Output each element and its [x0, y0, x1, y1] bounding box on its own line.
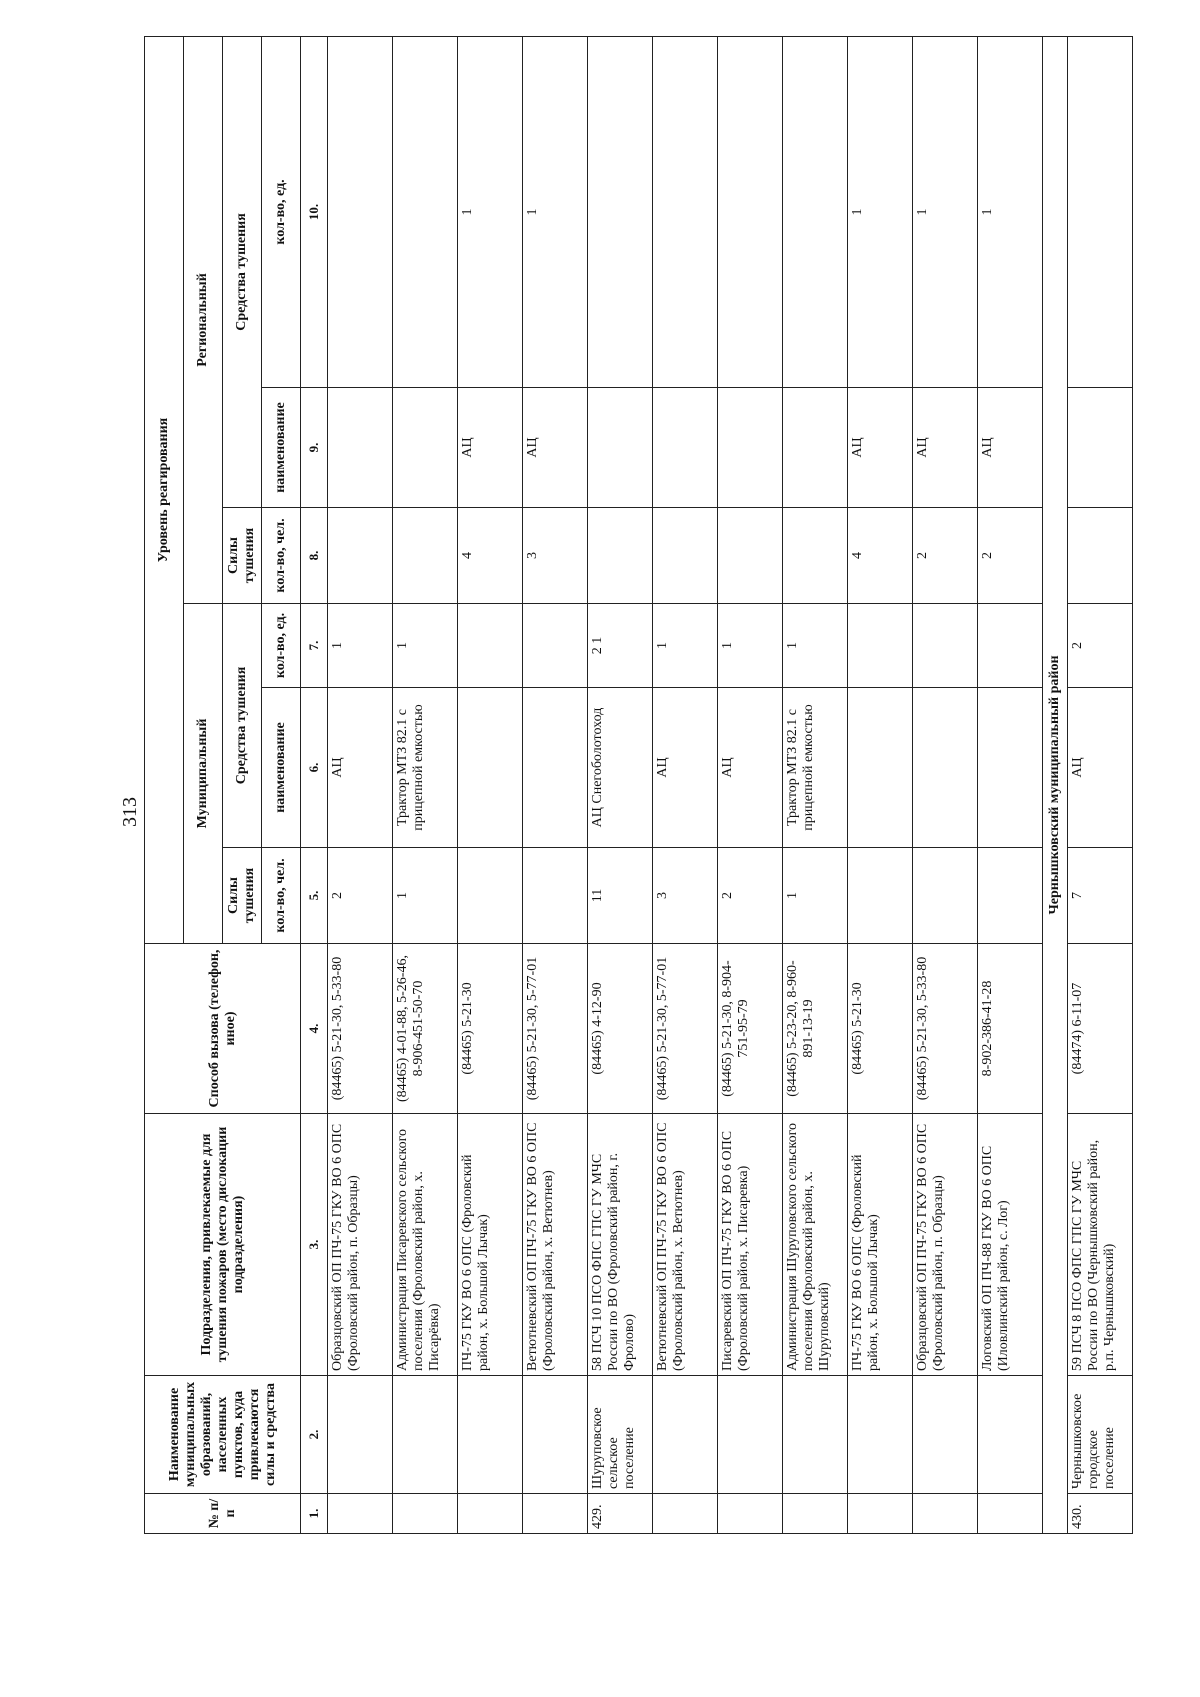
cell-no — [393, 1494, 458, 1534]
cell-r-qty — [783, 36, 848, 387]
cell-place — [848, 1376, 913, 1494]
cell-m-qty: 2 — [1068, 604, 1133, 688]
cell-unit: 58 ПСЧ 10 ПСО ФПС ГПС ГУ МЧС России по ВО (Фроловский район, г. Фролово) — [588, 1114, 653, 1376]
cell-r-name — [393, 388, 458, 508]
cell-r-qty: 1 — [848, 36, 913, 387]
header-regional-level: Региональный — [184, 36, 223, 603]
column-number: 4. — [301, 944, 328, 1114]
cell-m-qty: 1 — [653, 604, 718, 688]
cell-place — [523, 1376, 588, 1494]
cell-m-name: АЦ Снегоболотоход — [588, 688, 653, 848]
header-m-name: наименование — [262, 688, 301, 848]
cell-place — [328, 1376, 393, 1494]
cell-m-people — [458, 848, 523, 944]
column-number: 10. — [301, 36, 328, 387]
cell-no: 430. — [1068, 1494, 1133, 1534]
cell-m-qty — [848, 604, 913, 688]
cell-r-qty: 1 — [523, 36, 588, 387]
cell-phone: (84465) 5-23-20, 8-960-891-13-19 — [783, 944, 848, 1114]
table-row — [848, 36, 913, 1533]
header-response-level: Уровень реагирования — [145, 36, 184, 943]
table-row — [523, 36, 588, 1533]
cell-r-people: 3 — [523, 508, 588, 604]
cell-r-people: 2 — [978, 508, 1043, 604]
response-table — [144, 36, 1133, 1534]
cell-r-people — [393, 508, 458, 604]
cell-r-people — [328, 508, 393, 604]
cell-place — [783, 1376, 848, 1494]
cell-no: 429. — [588, 1494, 653, 1534]
cell-phone: (84474) 6-11-07 — [1068, 944, 1133, 1114]
cell-r-people — [653, 508, 718, 604]
cell-r-people: 2 — [913, 508, 978, 604]
table-body — [328, 36, 1133, 1533]
cell-r-people — [783, 508, 848, 604]
cell-r-name: АЦ — [523, 388, 588, 508]
cell-r-name — [588, 388, 653, 508]
column-number: 6. — [301, 688, 328, 848]
cell-r-qty — [393, 36, 458, 387]
section-title: Чернышковский муниципальный район — [1043, 36, 1068, 1533]
cell-m-qty: 1 — [328, 604, 393, 688]
cell-m-people: 2 — [718, 848, 783, 944]
cell-no — [718, 1494, 783, 1534]
header-m-qty-people: кол-во, чел. — [262, 848, 301, 944]
column-number: 9. — [301, 388, 328, 508]
cell-unit: Логовский ОП ПЧ-88 ГКУ ВО 6 ОПС (Иловлинский район, с. Лог) — [978, 1114, 1043, 1376]
cell-r-people — [718, 508, 783, 604]
table-row — [1068, 36, 1133, 1533]
cell-m-name: Трактор МТЗ 82.1 с прицепной емкостью — [393, 688, 458, 848]
cell-unit: Образцовский ОП ПЧ-75 ГКУ ВО 6 ОПС (Фроловский район, п. Образцы) — [328, 1114, 393, 1376]
cell-r-name — [653, 388, 718, 508]
cell-no — [978, 1494, 1043, 1534]
cell-m-name: АЦ — [1068, 688, 1133, 848]
cell-m-name: АЦ — [718, 688, 783, 848]
header-units: Подразделения, привлекаемые для тушения пожаров (место дислокации подразделения) — [145, 1114, 301, 1376]
cell-m-qty: 2 1 — [588, 604, 653, 688]
header-r-forces: Силы тушения — [223, 508, 262, 604]
cell-phone: (84465) 5-21-30 — [458, 944, 523, 1114]
header-r-name: наименование — [262, 388, 301, 508]
cell-r-people: 4 — [848, 508, 913, 604]
cell-unit: Администрация Шуруповского сельского поселения (Фроловский район, х. Шуруповский) — [783, 1114, 848, 1376]
header-r-qty-people: кол-во, чел. — [262, 508, 301, 604]
cell-m-people: 3 — [653, 848, 718, 944]
column-number: 2. — [301, 1376, 328, 1494]
header-m-forces: Силы тушения — [223, 848, 262, 944]
cell-m-qty: 1 — [718, 604, 783, 688]
cell-r-name: АЦ — [913, 388, 978, 508]
cell-r-qty: 1 — [458, 36, 523, 387]
table-row — [588, 36, 653, 1533]
cell-no — [458, 1494, 523, 1534]
cell-place — [653, 1376, 718, 1494]
cell-unit: Ветютневский ОП ПЧ-75 ГКУ ВО 6 ОПС (Фроловский район, х. Ветютнев) — [653, 1114, 718, 1376]
cell-phone: (84465) 4-01-88, 5-26-46, 8-906-451-50-70 — [393, 944, 458, 1114]
table-row — [718, 36, 783, 1533]
cell-r-name — [783, 388, 848, 508]
header-municipal: Наименование муниципальных образований, населенных пунктов, куда привлекаются силы и средства — [145, 1376, 301, 1494]
header-no: № п/п — [145, 1494, 301, 1534]
table-row — [978, 36, 1043, 1533]
cell-r-name — [1068, 388, 1133, 508]
rotated-table-container — [144, 37, 1117, 1534]
cell-no — [653, 1494, 718, 1534]
cell-m-people — [848, 848, 913, 944]
cell-m-people — [978, 848, 1043, 944]
table-row — [393, 36, 458, 1533]
cell-m-qty: 1 — [783, 604, 848, 688]
cell-place — [913, 1376, 978, 1494]
header-r-means: Средства тушения — [223, 36, 262, 507]
cell-r-name — [328, 388, 393, 508]
table-row — [783, 36, 848, 1533]
cell-no — [523, 1494, 588, 1534]
cell-unit: 59 ПСЧ 8 ПСО ФПС ГПС ГУ МЧС России по ВО (Чернышковский район, р.п. Чернышковский) — [1068, 1114, 1133, 1376]
cell-place — [978, 1376, 1043, 1494]
cell-unit: ПЧ-75 ГКУ ВО 6 ОПС (Фроловский район, х. Большой Лычак) — [848, 1114, 913, 1376]
cell-m-people: 1 — [393, 848, 458, 944]
cell-m-people — [523, 848, 588, 944]
header-m-qty-units: кол-во, ед. — [262, 604, 301, 688]
cell-m-people — [913, 848, 978, 944]
cell-phone: (84465) 4-12-90 — [588, 944, 653, 1114]
cell-r-name: АЦ — [458, 388, 523, 508]
cell-no — [783, 1494, 848, 1534]
cell-place — [458, 1376, 523, 1494]
cell-r-name — [718, 388, 783, 508]
cell-m-qty — [978, 604, 1043, 688]
cell-unit: ПЧ-75 ГКУ ВО 6 ОПС (Фроловский район, х. Большой Лычак) — [458, 1114, 523, 1376]
cell-r-people — [1068, 508, 1133, 604]
cell-m-people: 2 — [328, 848, 393, 944]
cell-r-qty: 1 — [978, 36, 1043, 387]
cell-r-qty: 1 — [913, 36, 978, 387]
cell-m-qty — [913, 604, 978, 688]
cell-m-qty — [523, 604, 588, 688]
cell-phone: (84465) 5-21-30, 5-33-80 — [328, 944, 393, 1114]
table-row — [913, 36, 978, 1533]
cell-r-people — [588, 508, 653, 604]
column-number: 1. — [301, 1494, 328, 1534]
cell-r-name: АЦ — [848, 388, 913, 508]
cell-unit: Администрация Писаревского сельского поселения (Фроловский район, х. Писарёвка) — [393, 1114, 458, 1376]
table-row — [653, 36, 718, 1533]
page-number: 313 — [119, 797, 141, 827]
column-number: 7. — [301, 604, 328, 688]
cell-phone: (84465) 5-21-30, 5-77-01 — [523, 944, 588, 1114]
cell-m-name: АЦ — [653, 688, 718, 848]
cell-phone: 8-902-386-41-28 — [978, 944, 1043, 1114]
cell-phone: (84465) 5-21-30, 5-33-80 — [913, 944, 978, 1114]
cell-r-qty — [1068, 36, 1133, 387]
cell-m-people: 7 — [1068, 848, 1133, 944]
cell-unit: Ветютневский ОП ПЧ-75 ГКУ ВО 6 ОПС (Фроловский район, х. Ветютнев) — [523, 1114, 588, 1376]
cell-place — [393, 1376, 458, 1494]
cell-no — [328, 1494, 393, 1534]
cell-m-name — [458, 688, 523, 848]
cell-r-qty — [328, 36, 393, 387]
header-call-method: Способ вызова (телефон, иное) — [145, 944, 301, 1114]
cell-m-name: АЦ — [328, 688, 393, 848]
column-number: 5. — [301, 848, 328, 944]
cell-m-people: 11 — [588, 848, 653, 944]
cell-r-qty — [718, 36, 783, 387]
cell-unit: Писаревский ОП ПЧ-75 ГКУ ВО 6 ОПС (Фроловский район, х. Писаревка) — [718, 1114, 783, 1376]
cell-m-qty: 1 — [393, 604, 458, 688]
table-row — [328, 36, 393, 1533]
cell-place — [718, 1376, 783, 1494]
cell-unit: Образцовский ОП ПЧ-75 ГКУ ВО 6 ОПС (Фроловский район, п. Образцы) — [913, 1114, 978, 1376]
cell-m-name: Трактор МТЗ 82.1 с прицепной емкостью — [783, 688, 848, 848]
cell-m-qty — [458, 604, 523, 688]
section-row — [1043, 36, 1068, 1533]
cell-m-name — [523, 688, 588, 848]
cell-r-qty — [653, 36, 718, 387]
cell-place: Шуруповское сельское поселение — [588, 1376, 653, 1494]
cell-no — [913, 1494, 978, 1534]
cell-m-name — [913, 688, 978, 848]
column-number: 8. — [301, 508, 328, 604]
header-r-qty-units: кол-во, ед. — [262, 36, 301, 387]
cell-phone: (84465) 5-21-30, 5-77-01 — [653, 944, 718, 1114]
header-municipal-level: Муниципальный — [184, 604, 223, 944]
cell-r-qty — [588, 36, 653, 387]
cell-no — [848, 1494, 913, 1534]
cell-phone: (84465) 5-21-30 — [848, 944, 913, 1114]
cell-r-name: АЦ — [978, 388, 1043, 508]
cell-m-name — [978, 688, 1043, 848]
cell-phone: (84465) 5-21-30, 8-904-751-95-79 — [718, 944, 783, 1114]
column-number: 3. — [301, 1114, 328, 1376]
table-row — [458, 36, 523, 1533]
cell-place: Чернышковское городское поселение — [1068, 1376, 1133, 1494]
cell-m-name — [848, 688, 913, 848]
header-m-means: Средства тушения — [223, 604, 262, 848]
cell-r-people: 4 — [458, 508, 523, 604]
cell-m-people: 1 — [783, 848, 848, 944]
